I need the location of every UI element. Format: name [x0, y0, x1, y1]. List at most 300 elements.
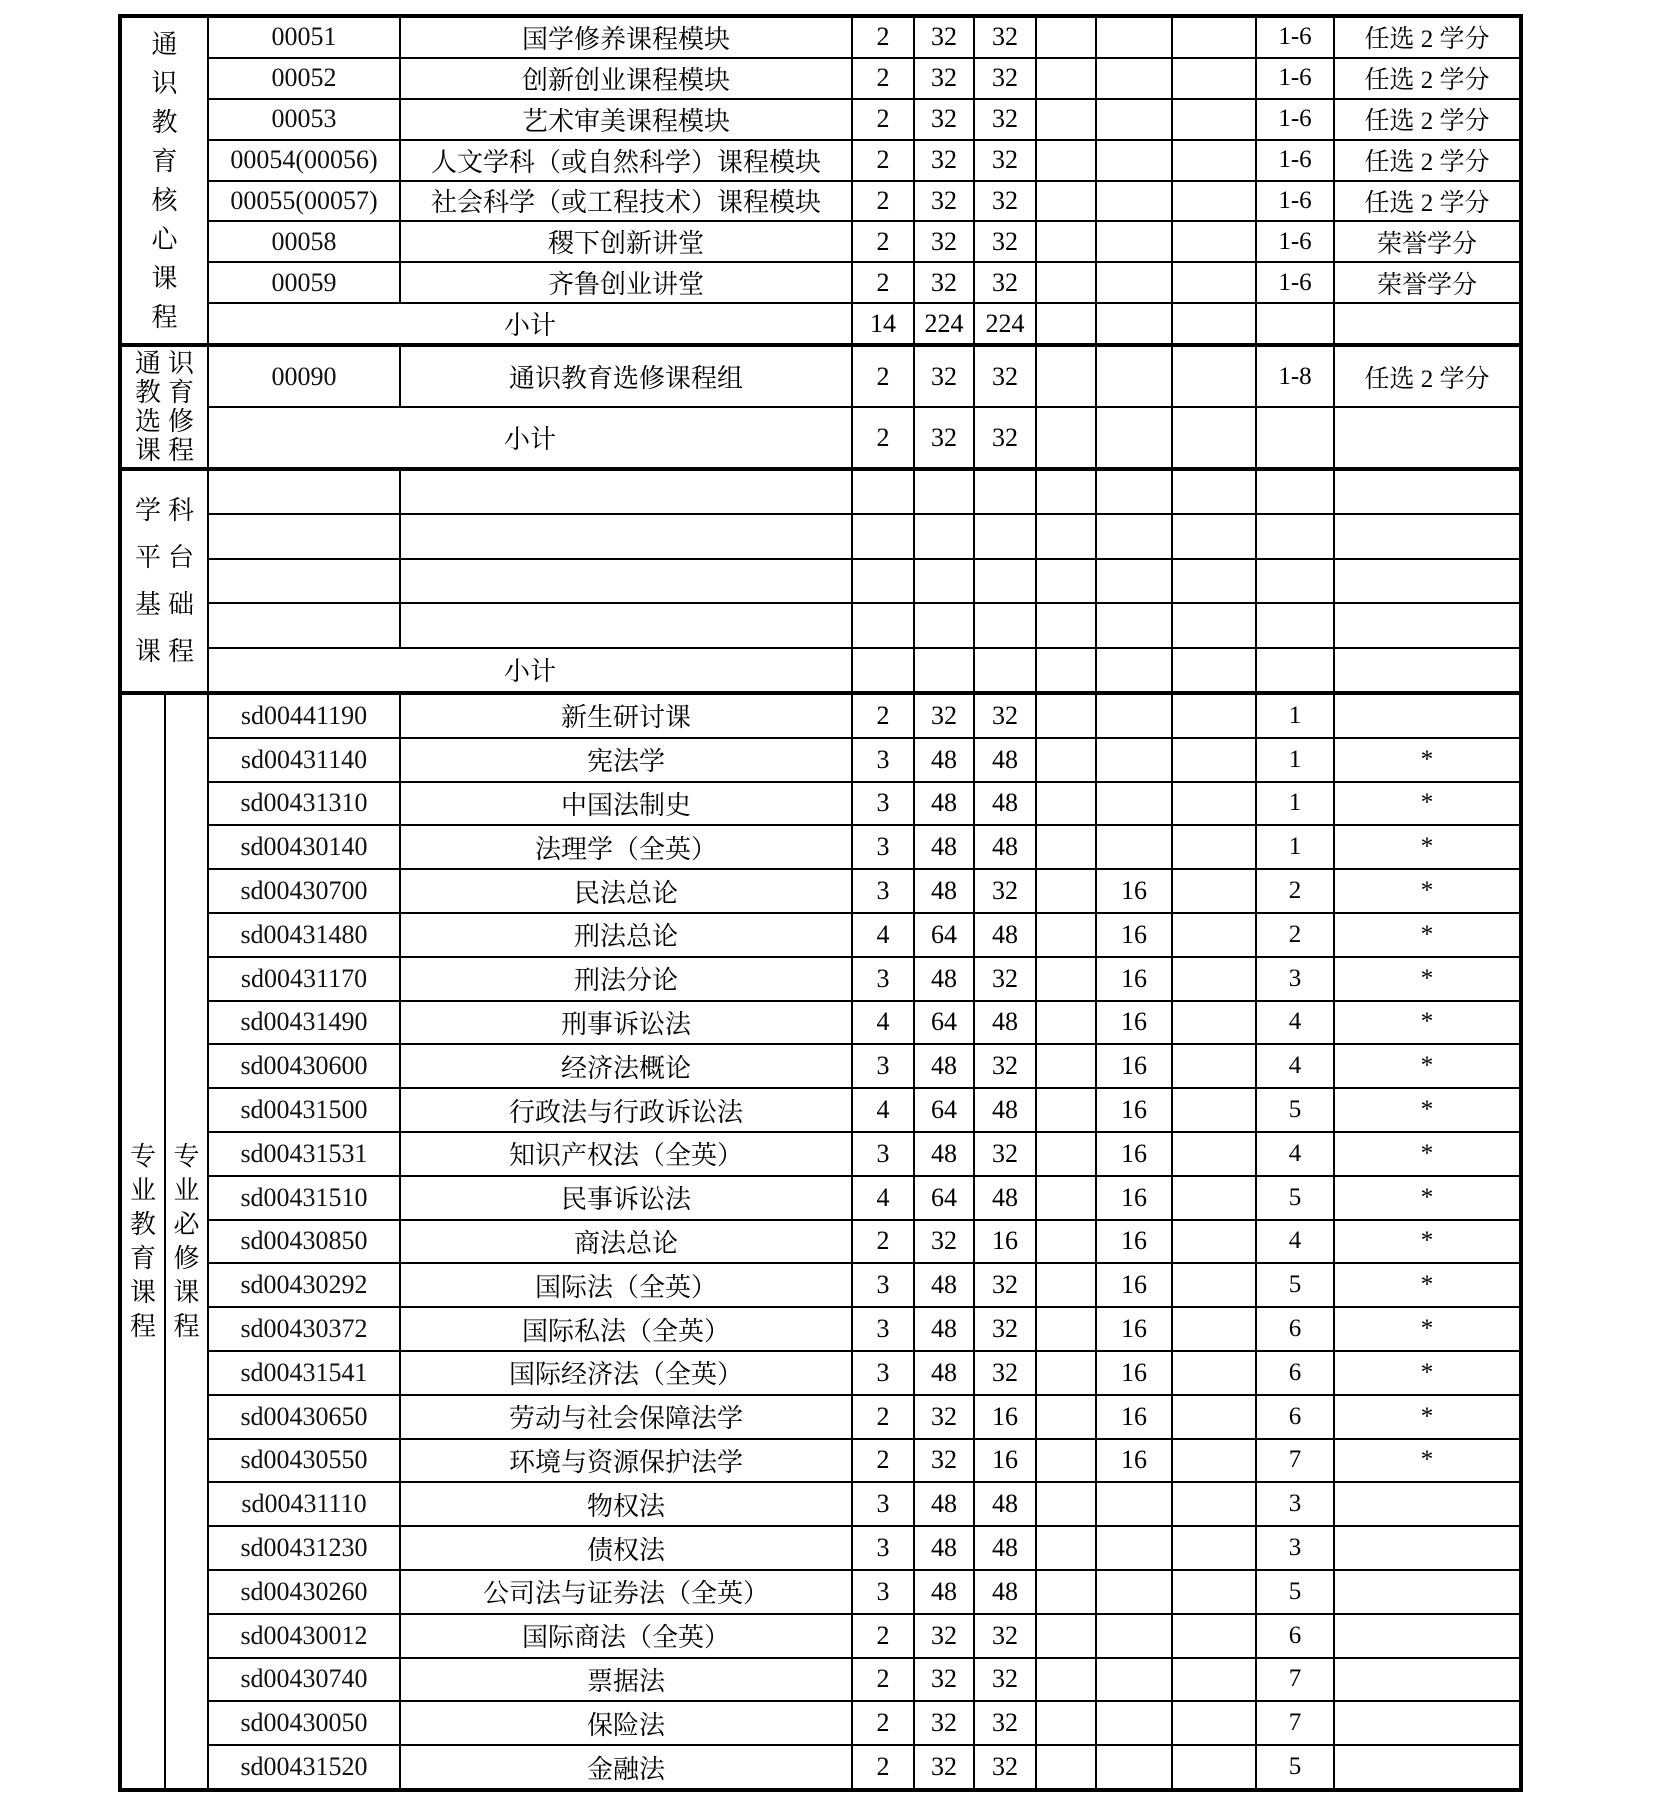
total-hours-cell: 48: [915, 1527, 975, 1569]
hours-extra3-cell: [1173, 1440, 1257, 1482]
semester-cell: 2: [1257, 914, 1335, 956]
semester-cell: [1257, 560, 1335, 602]
course-row: [209, 1352, 1519, 1396]
category-label-line: 教: [151, 107, 185, 137]
hours-extra1-cell: [1037, 222, 1097, 261]
course-code-cell: sd00431310: [209, 783, 401, 825]
hours-extra3-cell: [1173, 826, 1257, 868]
lecture-hours-cell: [975, 471, 1037, 513]
hours-extra2-cell: [1097, 18, 1173, 57]
hours-extra2-cell: [1097, 1527, 1173, 1569]
credits-cell: 2: [853, 1659, 915, 1701]
total-hours-cell: 64: [915, 1177, 975, 1219]
credits-cell: 3: [853, 1308, 915, 1350]
hours-extra1-cell: [1037, 1396, 1097, 1438]
course-name-cell: [401, 515, 853, 557]
credits-cell: [853, 471, 915, 513]
course-code-cell: sd00430140: [209, 826, 401, 868]
course-code-cell: sd00430650: [209, 1396, 401, 1438]
course-name-cell: 民事诉讼法: [401, 1177, 853, 1219]
course-code-cell: sd00431230: [209, 1527, 401, 1569]
lecture-hours-cell: 16: [975, 1440, 1037, 1482]
semester-cell: 3: [1257, 958, 1335, 1000]
hours-extra3-cell: [1173, 1089, 1257, 1131]
total-hours-cell: [915, 471, 975, 513]
total-hours-cell: 32: [915, 263, 975, 302]
hours-extra3-cell: [1173, 1483, 1257, 1525]
semester-cell: 1: [1257, 783, 1335, 825]
course-name-cell: 刑法分论: [401, 958, 853, 1000]
note-cell: [1335, 560, 1519, 602]
credits-cell: 3: [853, 739, 915, 781]
hours-extra2-cell: [1097, 1483, 1173, 1525]
section-professional: [122, 695, 1519, 1788]
course-name-cell: 国际经济法（全英）: [401, 1352, 853, 1394]
course-code-cell: sd00431170: [209, 958, 401, 1000]
category-label-line: 育: [151, 146, 185, 176]
hours-extra2-cell: [1097, 222, 1173, 261]
semester-cell: 7: [1257, 1659, 1335, 1701]
total-hours-cell: 48: [915, 826, 975, 868]
lecture-hours-cell: 32: [975, 1746, 1037, 1788]
course-name-cell: 齐鲁创业讲堂: [401, 263, 853, 302]
course-name-cell: 民法总论: [401, 870, 853, 912]
course-row: [209, 1571, 1519, 1615]
lecture-hours-cell: 48: [975, 1177, 1037, 1219]
course-code-cell: sd00430292: [209, 1264, 401, 1306]
lecture-hours-cell: 32: [975, 59, 1037, 98]
category-label: [134, 487, 201, 675]
hours-extra3-cell: [1173, 649, 1257, 691]
category-label-line: 课: [129, 1277, 156, 1307]
hours-extra2-cell: [1097, 59, 1173, 98]
course-row: [209, 515, 1519, 559]
hours-extra1-cell: [1037, 914, 1097, 956]
hours-extra2-cell: [1097, 649, 1173, 691]
hours-extra1-cell: [1037, 1659, 1097, 1701]
course-name-cell: 刑法总论: [401, 914, 853, 956]
category-cell-discipline-platform: [122, 471, 209, 691]
total-hours-cell: 32: [915, 1702, 975, 1744]
hours-extra1-cell: [1037, 1089, 1097, 1131]
total-hours-cell: 32: [915, 408, 975, 467]
category-cell-general-elective: [122, 347, 209, 467]
semester-cell: 4: [1257, 1002, 1335, 1044]
course-name-cell: 中国法制史: [401, 783, 853, 825]
total-hours-cell: 32: [915, 347, 975, 406]
hours-extra1-cell: [1037, 1133, 1097, 1175]
course-row: [209, 1483, 1519, 1527]
total-hours-cell: 32: [915, 100, 975, 139]
category-label-line: 识: [151, 68, 185, 98]
lecture-hours-cell: 32: [975, 141, 1037, 180]
total-hours-cell: 48: [915, 783, 975, 825]
credits-cell: 2: [853, 1221, 915, 1263]
lecture-hours-cell: 48: [975, 1527, 1037, 1569]
hours-extra1-cell: [1037, 958, 1097, 1000]
category-label-line: 通: [151, 29, 185, 59]
course-name-cell: 国际商法（全英）: [401, 1615, 853, 1657]
course-code-cell: sd00430700: [209, 870, 401, 912]
lecture-hours-cell: 32: [975, 695, 1037, 737]
semester-cell: 6: [1257, 1308, 1335, 1350]
hours-extra1-cell: [1037, 59, 1097, 98]
semester-cell: [1257, 515, 1335, 557]
course-name-cell: 知识产权法（全英）: [401, 1133, 853, 1175]
total-hours-cell: [915, 604, 975, 646]
credits-cell: 2: [853, 347, 915, 406]
hours-extra1-cell: [1037, 739, 1097, 781]
course-name-cell: 通识教育选修课程组: [401, 347, 853, 406]
total-hours-cell: 64: [915, 1002, 975, 1044]
credits-cell: 2: [853, 1615, 915, 1657]
course-row: [209, 1089, 1519, 1133]
lecture-hours-cell: 16: [975, 1396, 1037, 1438]
course-row: [209, 471, 1519, 515]
hours-extra3-cell: [1173, 263, 1257, 302]
note-cell: *: [1420, 1315, 1434, 1343]
credits-cell: 3: [853, 1527, 915, 1569]
category-label-line: 平台: [134, 543, 201, 572]
hours-extra2-cell: 16: [1097, 1133, 1173, 1175]
lecture-hours-cell: 224: [975, 304, 1037, 343]
semester-cell: 4: [1257, 1045, 1335, 1087]
course-code-cell: sd00441190: [209, 695, 401, 737]
course-code-cell: sd00431110: [209, 1483, 401, 1525]
hours-extra2-cell: [1097, 739, 1173, 781]
course-code-cell: sd00431520: [209, 1746, 401, 1788]
course-row: [209, 958, 1519, 1002]
course-code-cell: [209, 560, 401, 602]
course-code-cell: sd00431490: [209, 1002, 401, 1044]
hours-extra3-cell: [1173, 18, 1257, 57]
note-cell: *: [1420, 877, 1434, 905]
note-cell: *: [1420, 1358, 1434, 1386]
semester-cell: 1-6: [1257, 222, 1335, 261]
hours-extra1-cell: [1037, 1571, 1097, 1613]
course-row: [209, 59, 1519, 100]
hours-extra2-cell: 16: [1097, 1089, 1173, 1131]
hours-extra3-cell: [1173, 100, 1257, 139]
lecture-hours-cell: 32: [975, 1133, 1037, 1175]
hours-extra2-cell: 16: [1097, 1221, 1173, 1263]
category-label-line: 业: [173, 1175, 200, 1205]
lecture-hours-cell: 32: [975, 408, 1037, 467]
course-name-cell: 商法总论: [401, 1221, 853, 1263]
course-row: [209, 560, 1519, 604]
lecture-hours-cell: 32: [975, 1045, 1037, 1087]
credits-cell: 2: [853, 100, 915, 139]
course-name-cell: 新生研讨课: [401, 695, 853, 737]
course-code-cell: 00051: [209, 18, 401, 57]
course-code-cell: sd00431541: [209, 1352, 401, 1394]
semester-cell: 1: [1257, 739, 1335, 781]
total-hours-cell: 32: [915, 695, 975, 737]
course-row: [209, 870, 1519, 914]
course-row: [209, 263, 1519, 304]
semester-cell: 7: [1257, 1702, 1335, 1744]
hours-extra1-cell: [1037, 471, 1097, 513]
lecture-hours-cell: 32: [975, 1702, 1037, 1744]
course-row: [209, 739, 1519, 783]
course-name-cell: 劳动与社会保障法学: [401, 1396, 853, 1438]
category-label-line: 业: [129, 1175, 156, 1205]
course-row: [209, 347, 1519, 408]
note-cell: *: [1420, 1446, 1434, 1474]
course-code-cell: sd00431510: [209, 1177, 401, 1219]
hours-extra2-cell: [1097, 783, 1173, 825]
hours-extra1-cell: [1037, 1264, 1097, 1306]
credits-cell: 4: [853, 1177, 915, 1219]
course-row: [209, 604, 1519, 648]
credits-cell: [853, 604, 915, 646]
lecture-hours-cell: [975, 604, 1037, 646]
note-cell: *: [1420, 1227, 1434, 1255]
course-row: [209, 1440, 1519, 1484]
hours-extra3-cell: [1173, 1571, 1257, 1613]
semester-cell: 1-6: [1257, 18, 1335, 57]
lecture-hours-cell: 32: [975, 18, 1037, 57]
course-code-cell: 00054(00056): [209, 141, 401, 180]
note-cell: [1335, 604, 1519, 646]
lecture-hours-cell: 32: [975, 1659, 1037, 1701]
hours-extra3-cell: [1173, 1045, 1257, 1087]
course-row: [209, 1177, 1519, 1221]
hours-extra1-cell: [1037, 1746, 1097, 1788]
semester-cell: 1: [1257, 695, 1335, 737]
hours-extra3-cell: [1173, 1396, 1257, 1438]
category-label-line: 选修: [134, 407, 201, 436]
course-row: [209, 1702, 1519, 1746]
total-hours-cell: 48: [915, 1483, 975, 1525]
semester-cell: 4: [1257, 1221, 1335, 1263]
hours-extra2-cell: [1097, 471, 1173, 513]
note-cell: 任选 2 学分: [1364, 189, 1490, 217]
semester-cell: 1-6: [1257, 100, 1335, 139]
note-cell: [1335, 1483, 1519, 1525]
note-cell: [1335, 1527, 1519, 1569]
hours-extra3-cell: [1173, 1308, 1257, 1350]
hours-extra1-cell: [1037, 1177, 1097, 1219]
category-cell-professional-required: [166, 695, 209, 1788]
section-rows: [209, 347, 1519, 467]
course-name-cell: [401, 471, 853, 513]
semester-cell: [1257, 649, 1335, 691]
course-row: [209, 1396, 1519, 1440]
hours-extra1-cell: [1037, 870, 1097, 912]
note-cell: 荣誉学分: [1376, 230, 1477, 258]
credits-cell: 2: [853, 263, 915, 302]
semester-cell: 3: [1257, 1483, 1335, 1525]
hours-extra1-cell: [1037, 1615, 1097, 1657]
hours-extra3-cell: [1173, 182, 1257, 221]
semester-cell: 6: [1257, 1615, 1335, 1657]
hours-extra3-cell: [1173, 1264, 1257, 1306]
note-cell: [1335, 408, 1519, 467]
credits-cell: 4: [853, 914, 915, 956]
note-cell: *: [1420, 1052, 1434, 1080]
note-cell: *: [1420, 745, 1434, 773]
total-hours-cell: 48: [915, 1045, 975, 1087]
hours-extra1-cell: [1037, 1702, 1097, 1744]
course-row: [209, 783, 1519, 827]
category-label-line: 程: [151, 302, 185, 332]
hours-extra2-cell: 16: [1097, 1002, 1173, 1044]
course-row: [209, 1133, 1519, 1177]
course-row: [209, 914, 1519, 958]
total-hours-cell: 32: [915, 1396, 975, 1438]
hours-extra3-cell: [1173, 739, 1257, 781]
note-cell: *: [1420, 1008, 1434, 1036]
total-hours-cell: 64: [915, 1089, 975, 1131]
category-label-line: 程: [129, 1311, 156, 1341]
course-code-cell: [209, 471, 401, 513]
course-name-cell: 法理学（全英）: [401, 826, 853, 868]
semester-cell: 1-6: [1257, 182, 1335, 221]
category-label: [173, 1140, 199, 1344]
semester-cell: 5: [1257, 1746, 1335, 1788]
note-cell: *: [1420, 1096, 1434, 1124]
total-hours-cell: [915, 515, 975, 557]
hours-extra2-cell: [1097, 182, 1173, 221]
credits-cell: 3: [853, 958, 915, 1000]
hours-extra1-cell: [1037, 1483, 1097, 1525]
hours-extra2-cell: 16: [1097, 1396, 1173, 1438]
hours-extra2-cell: [1097, 263, 1173, 302]
semester-cell: 1-6: [1257, 59, 1335, 98]
lecture-hours-cell: 32: [975, 182, 1037, 221]
lecture-hours-cell: 48: [975, 826, 1037, 868]
category-label-line: 核: [151, 185, 185, 215]
total-hours-cell: 48: [915, 1352, 975, 1394]
course-code-cell: 00053: [209, 100, 401, 139]
hours-extra3-cell: [1173, 1177, 1257, 1219]
hours-extra1-cell: [1037, 1308, 1097, 1350]
hours-extra2-cell: [1097, 347, 1173, 406]
note-cell: 荣誉学分: [1376, 271, 1477, 299]
hours-extra3-cell: [1173, 1615, 1257, 1657]
hours-extra1-cell: [1037, 182, 1097, 221]
semester-cell: 3: [1257, 1527, 1335, 1569]
hours-extra1-cell: [1037, 141, 1097, 180]
hours-extra3-cell: [1173, 1702, 1257, 1744]
hours-extra1-cell: [1037, 1221, 1097, 1263]
note-cell: [1335, 1746, 1519, 1788]
hours-extra2-cell: [1097, 100, 1173, 139]
section-rows: [209, 471, 1519, 691]
total-hours-cell: 32: [915, 59, 975, 98]
lecture-hours-cell: 48: [975, 783, 1037, 825]
category-label-line: 专: [173, 1141, 200, 1171]
lecture-hours-cell: 32: [975, 1615, 1037, 1657]
note-cell: *: [1420, 833, 1434, 861]
category-label-line: 教育: [134, 378, 201, 407]
note-cell: [1335, 649, 1519, 691]
category-label-line: 课: [173, 1277, 200, 1307]
semester-cell: 1-6: [1257, 263, 1335, 302]
semester-cell: 5: [1257, 1177, 1335, 1219]
hours-extra1-cell: [1037, 1045, 1097, 1087]
credits-cell: 2: [853, 408, 915, 467]
lecture-hours-cell: 16: [975, 1221, 1037, 1263]
hours-extra2-cell: [1097, 141, 1173, 180]
course-name-cell: 人文学科（或自然科学）课程模块: [401, 141, 853, 180]
total-hours-cell: 32: [915, 141, 975, 180]
semester-cell: 5: [1257, 1264, 1335, 1306]
hours-extra3-cell: [1173, 914, 1257, 956]
note-cell: [1335, 515, 1519, 557]
hours-extra1-cell: [1037, 649, 1097, 691]
total-hours-cell: 64: [915, 914, 975, 956]
hours-extra3-cell: [1173, 304, 1257, 343]
hours-extra2-cell: [1097, 1746, 1173, 1788]
course-name-cell: 宪法学: [401, 739, 853, 781]
course-name-cell: 国际法（全英）: [401, 1264, 853, 1306]
total-hours-cell: 32: [915, 1440, 975, 1482]
course-row: [209, 1659, 1519, 1703]
hours-extra2-cell: [1097, 1571, 1173, 1613]
hours-extra1-cell: [1037, 100, 1097, 139]
credits-cell: [853, 515, 915, 557]
semester-cell: 2: [1257, 870, 1335, 912]
total-hours-cell: 32: [915, 1746, 975, 1788]
hours-extra1-cell: [1037, 1002, 1097, 1044]
credits-cell: 3: [853, 1352, 915, 1394]
lecture-hours-cell: 32: [975, 1352, 1037, 1394]
credits-cell: 2: [853, 1746, 915, 1788]
hours-extra1-cell: [1037, 408, 1097, 467]
hours-extra1-cell: [1037, 515, 1097, 557]
hours-extra3-cell: [1173, 958, 1257, 1000]
hours-extra1-cell: [1037, 304, 1097, 343]
note-cell: [1335, 1659, 1519, 1701]
course-code-cell: sd00430850: [209, 1221, 401, 1263]
hours-extra2-cell: [1097, 515, 1173, 557]
course-name-cell: 刑事诉讼法: [401, 1002, 853, 1044]
course-name-cell: 行政法与行政诉讼法: [401, 1089, 853, 1131]
course-row: [209, 826, 1519, 870]
course-name-cell: 金融法: [401, 1746, 853, 1788]
category-label-line: 通识: [134, 349, 201, 378]
hours-extra1-cell: [1037, 1440, 1097, 1482]
subtotal-label-cell: 小计: [209, 304, 853, 343]
note-cell: *: [1420, 1402, 1434, 1430]
category-label-line: 学科: [134, 496, 201, 525]
total-hours-cell: 48: [915, 958, 975, 1000]
category-label: [151, 25, 185, 337]
course-code-cell: sd00431480: [209, 914, 401, 956]
hours-extra1-cell: [1037, 347, 1097, 406]
credits-cell: 2: [853, 695, 915, 737]
hours-extra2-cell: 16: [1097, 958, 1173, 1000]
course-name-cell: 保险法: [401, 1702, 853, 1744]
category-label-line: 专: [129, 1141, 156, 1171]
lecture-hours-cell: 48: [975, 1002, 1037, 1044]
semester-cell: 1-8: [1257, 347, 1335, 406]
course-name-cell: [401, 560, 853, 602]
category-label-line: 教: [129, 1209, 156, 1239]
course-name-cell: 国际私法（全英）: [401, 1308, 853, 1350]
note-cell: *: [1420, 789, 1434, 817]
lecture-hours-cell: 32: [975, 1308, 1037, 1350]
lecture-hours-cell: 48: [975, 1089, 1037, 1131]
credits-cell: 3: [853, 783, 915, 825]
credits-cell: 4: [853, 1002, 915, 1044]
total-hours-cell: 48: [915, 1308, 975, 1350]
total-hours-cell: 32: [915, 182, 975, 221]
total-hours-cell: 32: [915, 1221, 975, 1263]
total-hours-cell: [915, 649, 975, 691]
